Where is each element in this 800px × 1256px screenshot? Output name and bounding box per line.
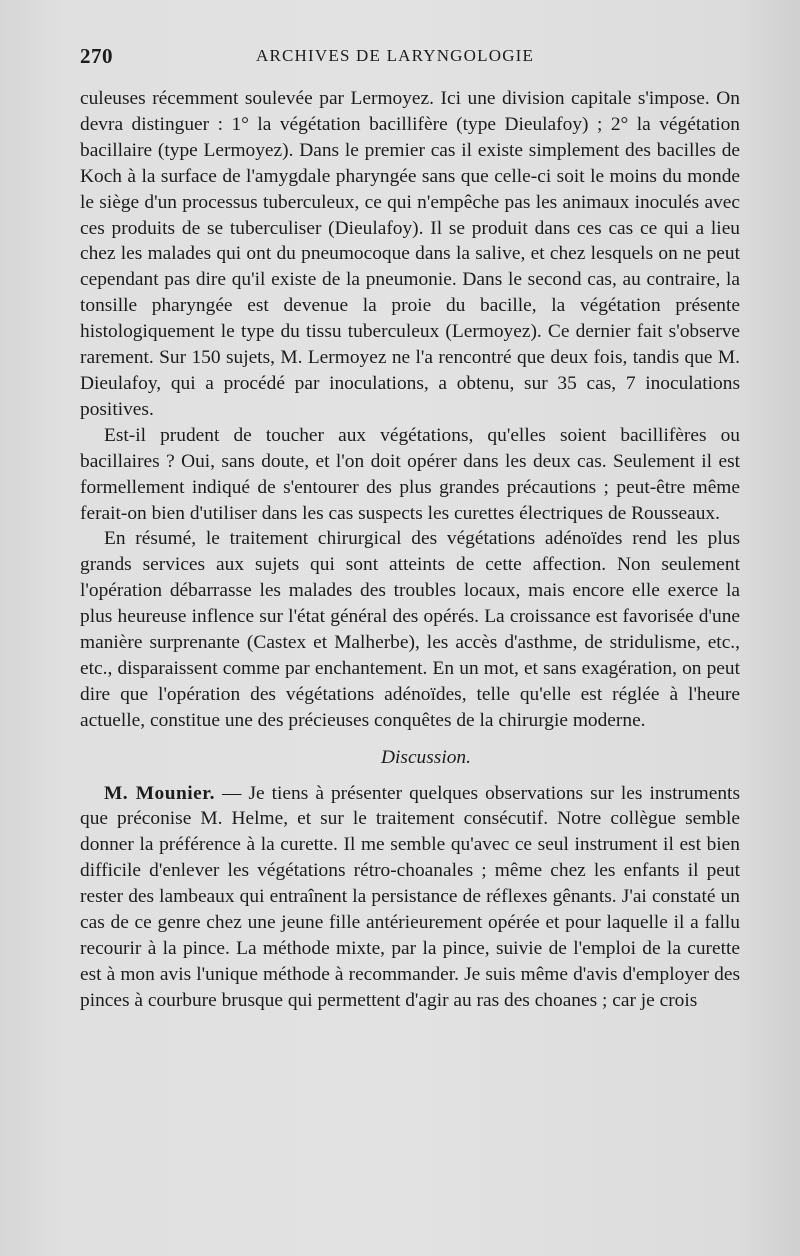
running-title: ARCHIVES DE LARYNGOLOGIE [256, 46, 535, 65]
paragraph-precautions: Est-il prudent de toucher aux végétations, qu'elles soient bacillifères ou bacillaires ? Oui, sans doute, et l'on doit opérer dans les deux cas. Seulement il est formellement indiqué de s'entourer des plus grandes précautions ; peut-être même ferait-on bien d'utiliser dans les cas suspects les curettes électriques de Rousseaux. [80, 424, 740, 524]
page-header [80, 44, 740, 74]
discussion-paragraph [80, 781, 740, 1014]
discussion-heading: Discussion. [381, 746, 471, 768]
speaker-name: M. Mounier. [104, 782, 215, 804]
page-number: 270 [80, 44, 113, 68]
body-text [80, 86, 740, 1014]
paragraph-summary: En résumé, le traitement chirurgical des végétations adénoïdes rend les plus grands services aux sujets qui sont atteints de cette affection. Non seulement l'opération débarrasse les malades des troubles locaux, mais encore elle exerce la plus heureuse inflence sur l'état général des opérés. La croissance est favorisée d'une manière surprenante (Castex et Malherbe), les accès d'asthme, de stridulisme, etc., etc., disparaissent comme par enchantement. En un mot, et sans exagération, on peut dire que l'opération des végétations adénoïdes, telle qu'elle est réglée à l'heure actuelle, constitue une des précieuses conquêtes de la chirurgie moderne. [80, 528, 740, 731]
discussion-text: — Je tiens à présenter quelques observations sur les instruments que préconise M. Helme, et sur le traitement consécutif. Notre collègue semble donner la préférence à la curette. Il me semble qu'avec ce seul instrument il est bien difficile d'enlever les végétations rétro-choanales ; même chez les enfants il peut rester des lambeaux qui entraînent la persistance de réflexes gênants. J'ai constaté un cas de ce genre chez une jeune fille antérieurement opérée et pour laquelle il a fallu recourir à la pince. La méthode mixte, par la pince, suivie de l'emploi de la curette est à mon avis l'unique méthode à recommander. Je suis même d'avis d'employer des pinces à courbure brusque qui permettent d'agir au ras des choanes ; car je crois [80, 782, 740, 1011]
paragraph-continuation: culeuses récemment soulevée par Lermoyez. Ici une division capitale s'impose. On devra distinguer : 1° la végétation bacillifère (type Dieulafoy) ; 2° la végétation bacillaire (type Lermoyez). Dans le premier cas il existe simplement des bacilles de Koch à la surface de l'amygdale pharyngée sans que celle-ci soit le moins du monde le siège d'un processus tuberculeux, ce qui n'empêche pas les animaux inoculés avec ces produits de se tuberculiser (Dieulafoy). Il se produit dans ces cas ce qui a lieu chez les malades qui ont du pneumocoque dans la salive, et chez lesquels on ne peut cependant pas dire qu'il existe de la pneumonie. Dans le second cas, au contraire, la tonsille pharyngée est devenue la proie du bacille, la végétation présente histologiquement le type du tissu tuberculeux (Lermoyez). Ce dernier fait s'observe rarement. Sur 150 sujets, M. Lermoyez ne l'a rencontré que deux fois, tandis que M. Dieulafoy, qui a procédé par inoculations, a obtenu, sur 35 cas, 7 inoculations positives. [80, 88, 740, 420]
